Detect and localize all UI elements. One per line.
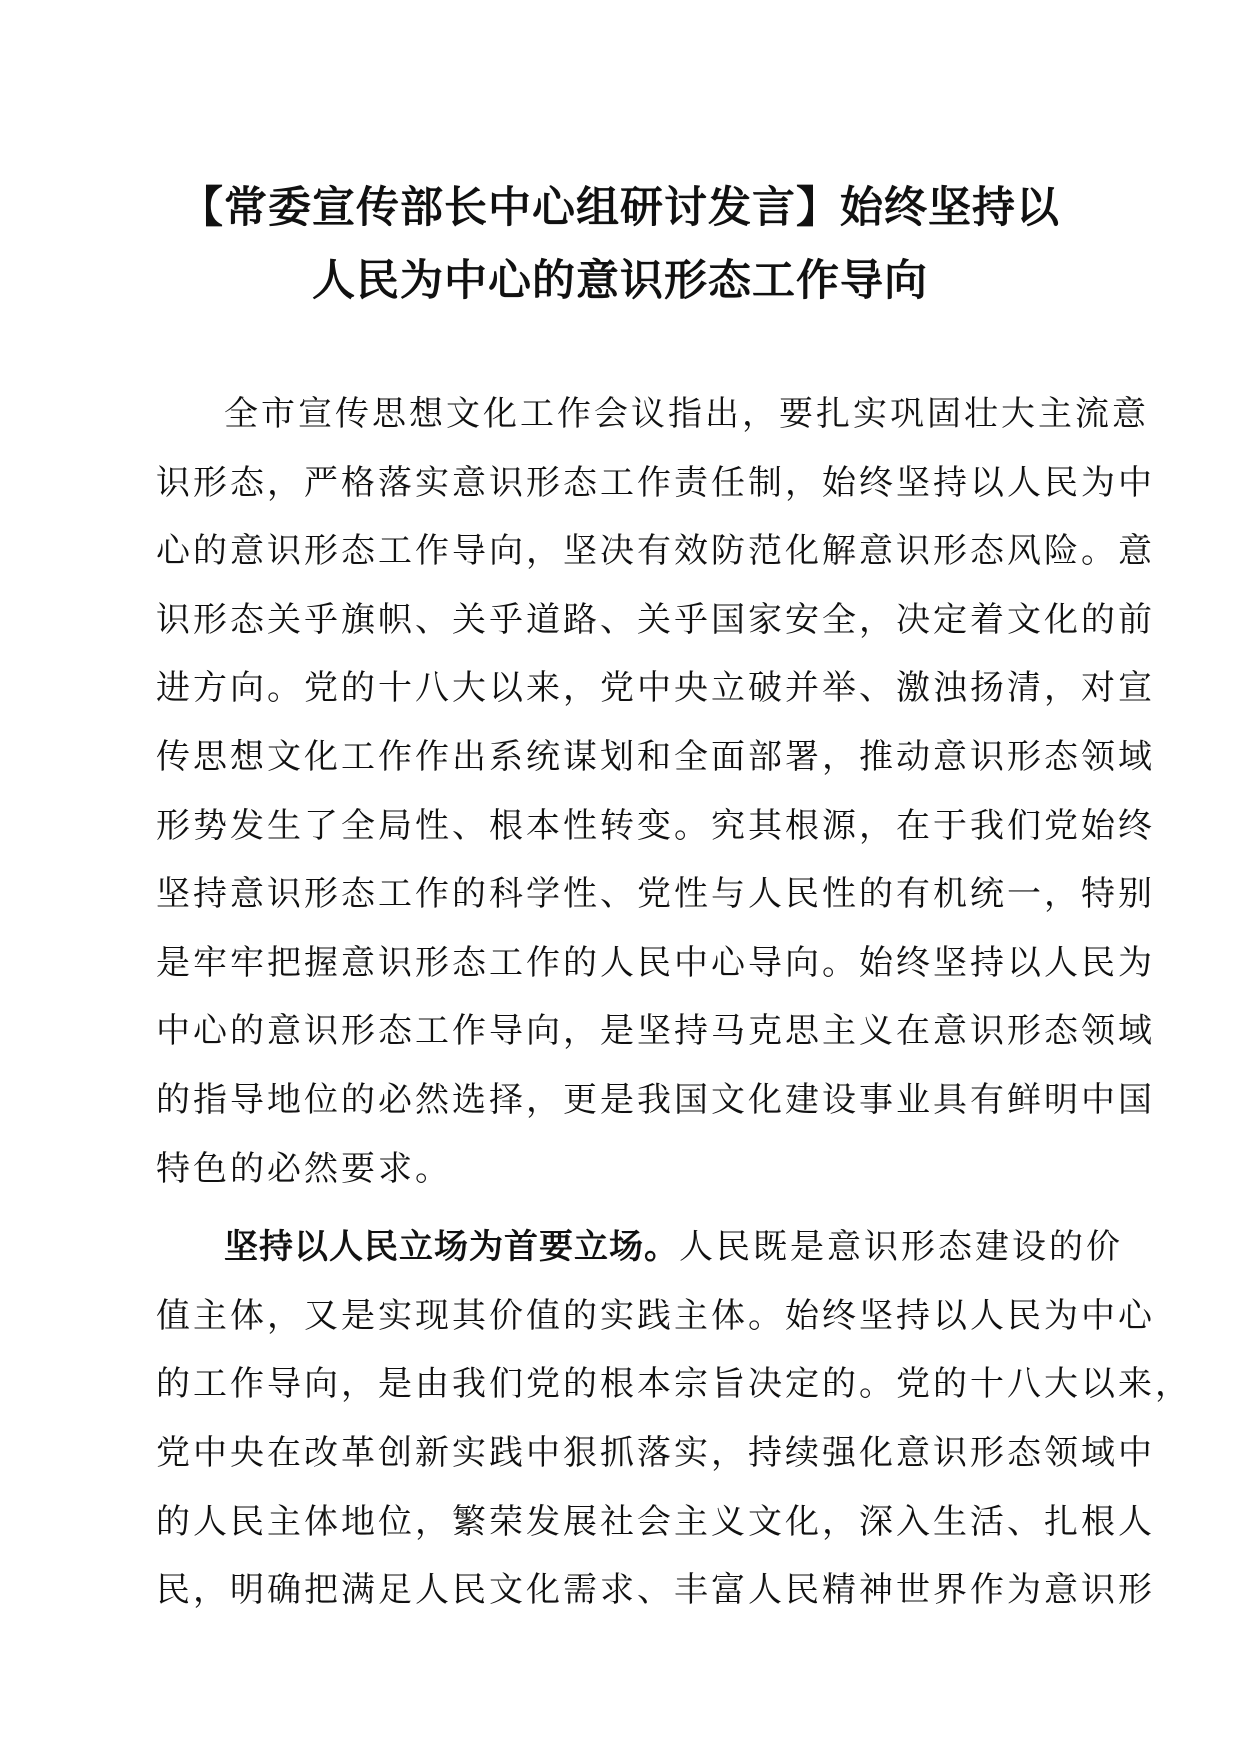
title-line-2: 人民为中心的意识形态工作导向 [312,256,928,306]
text-line: 中心的意识形态工作导向，是坚持马克思主义在意识形态领域 [156,1011,1155,1052]
text-line: 进方向。党的十八大以来，党中央立破并举、激浊扬清，对宣 [156,668,1155,709]
text-line: 特色的必然要求。 [156,1148,452,1189]
title-line-1: 【常委宣传部长中心组研讨发言】始终坚持以 [180,183,1060,233]
text-line: 的指导地位的必然选择，更是我国文化建设事业具有鲜明中国 [156,1079,1155,1120]
text-line: 的人民主体地位，繁荣发展社会主义文化，深入生活、扎根人 [156,1501,1155,1542]
text-line: 识形态，严格落实意识形态工作责任制，始终坚持以人民为中 [156,462,1155,503]
text-line: 值主体，又是实现其价值的实践主体。始终坚持以人民为中心 [156,1295,1155,1336]
paragraph-2 [156,1213,1192,1625]
text-line: 传思想文化工作作出系统谋划和全面部署，推动意识形态领域 [156,736,1155,777]
text-line [156,1213,1123,1282]
text-line: 的工作导向，是由我们党的根本宗旨决定的。党的十八大以来， [156,1364,1192,1405]
text-line: 党中央在改革创新实践中狠抓落实，持续强化意识形态领域中 [156,1432,1155,1473]
text-line: 形势发生了全局性、根本性转变。究其根源，在于我们党始终 [156,805,1155,846]
text-line: 全市宣传思想文化工作会议指出，要扎实巩固壮大主流意 [224,394,1149,434]
text-line: 坚持意识形态工作的科学性、党性与人民性的有机统一，特别 [156,874,1155,915]
paragraph-heading: 坚持以人民立场为首要立场。 [224,1227,679,1268]
document-body [156,380,1192,1625]
text-line: 是牢牢把握意识形态工作的人民中心导向。始终坚持以人民为 [156,942,1155,983]
paragraph-text: 人民既是意识形态建设的价 [679,1227,1123,1268]
text-line: 心的意识形态工作导向，坚决有效防范化解意识形态风险。意 [156,531,1155,572]
text-line: 识形态关乎旗帜、关乎道路、关乎国家安全，决定着文化的前 [156,599,1155,640]
text-line: 民，明确把满足人民文化需求、丰富人民精神世界作为意识形 [156,1570,1155,1611]
document-title [150,172,1090,318]
paragraph-spacer [156,1203,1076,1213]
paragraph-1 [156,380,1155,1203]
